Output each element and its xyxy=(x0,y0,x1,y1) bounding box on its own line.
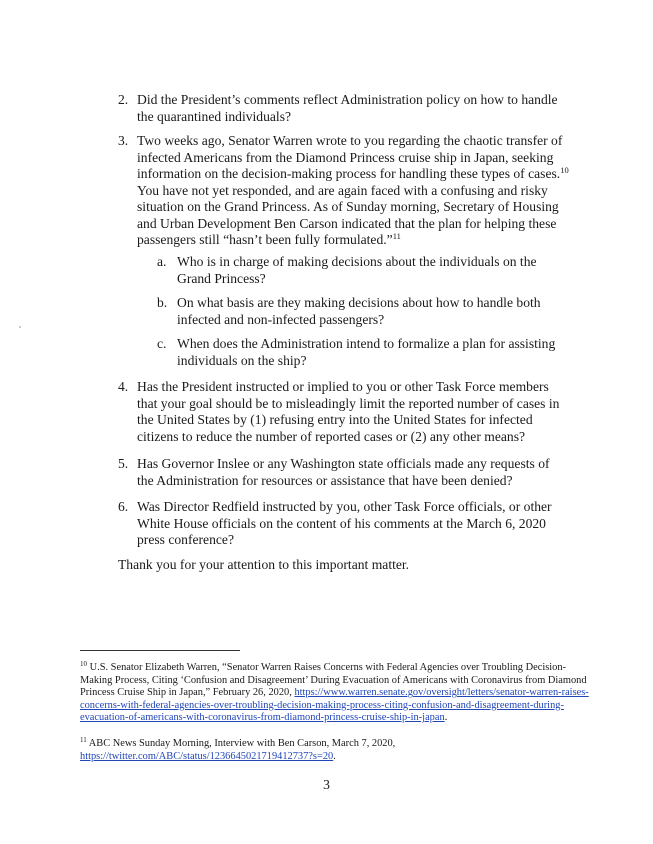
footnote-ref: 10 xyxy=(560,165,569,175)
closing-sentence: Thank you for your attention to this important matter. xyxy=(118,557,410,572)
question-text-part: Two weeks ago, Senator Warren wrote to you regarding the chaotic transfer of infected Americans from the Diamond Princess cruise ship in Japan, seeking information on the decision-making process for handling these types of cases. xyxy=(137,133,563,181)
question-text: Has Governor Inslee or any Washington state officials made any requests of the Administration for resources or assistance that have been denied? xyxy=(137,456,550,488)
question-text: Did the President’s comments reflect Administration policy on how to handle the quarantined individuals? xyxy=(137,92,558,124)
question-text: Has the President instructed or implied to you or other Task Force members that your goal should be to misleadingly limit the reported number of cases in the United States by (1) refusing entry into the United States for infected citizens to reduce the number of reported cases or (2) any other means? xyxy=(137,379,560,444)
footnote-text: ABC News Sunday Morning, Interview with Ben Carson, March 7, 2020, xyxy=(88,738,396,749)
question-number: 5. xyxy=(118,456,129,471)
footnote-period: . xyxy=(333,750,336,762)
footnote xyxy=(80,738,590,763)
sub-question-text: Who is in charge of making decisions about the individuals on the Grand Princess? xyxy=(177,254,537,286)
question-number: 6. xyxy=(118,499,129,514)
sub-question-letter: a. xyxy=(157,254,167,269)
scan-speck xyxy=(19,326,21,328)
sub-question-text: When does the Administration intend to formalize a plan for assisting individuals on the ship? xyxy=(177,336,556,368)
sub-question-text: On what basis are they making decisions about how to handle both infected and non-infected passengers? xyxy=(177,295,541,327)
footnote-divider xyxy=(80,650,240,651)
question-text-part: You have not yet responded, and are again faced with a confusing and risky situation on the Grand Princess. As of Sunday morning, Secretary of Housing and Urban Development Ben Carson indicated that the plan for helping these passengers still “hasn’t been fully formulated.” xyxy=(137,182,559,247)
footnote-number: 10 xyxy=(80,660,87,668)
question-text: Was Director Redfield instructed by you, other Task Force officials, or other White House officials on the content of his comments at the March 6, 2020 press conference? xyxy=(137,499,552,547)
sub-question-letter: c. xyxy=(157,336,167,351)
page-number: 3 xyxy=(323,777,330,792)
question-number: 3. xyxy=(118,133,129,148)
footnote-ref: 11 xyxy=(392,231,401,241)
footnote xyxy=(80,662,590,725)
footnote-link[interactable]: https://twitter.com/ABC/status/1236645021719412737?s=20 xyxy=(80,750,334,762)
question-number: 2. xyxy=(118,92,129,107)
sub-question-letter: b. xyxy=(157,295,168,310)
footnote-number: 11 xyxy=(80,736,87,744)
question-text xyxy=(137,133,569,249)
footnote-text: U.S. Senator Elizabeth Warren, “Senator Warren Raises Concerns with Federal Agencies over Troubling Decision-Making Process, Citing ‘Confusion and Disagreement’ During Evacuation of Americans with Coronavirus from Diamond Princess Cruise Ship in Japan,” February 26, 2020, xyxy=(80,662,587,699)
footnote-link[interactable]: https://www.warren.senate.gov/oversight/letters/senator-warren-raises-concerns-with-federal-agencies-over-troubling-decision-making-process-citing-confusion-and-disagreement-during-evacuation-of-americans-with-coronavirus-from-diamond-princess-cruise-ship-in-japan xyxy=(80,687,589,724)
footnote-period: . xyxy=(444,712,448,724)
question-number: 4. xyxy=(118,379,129,394)
